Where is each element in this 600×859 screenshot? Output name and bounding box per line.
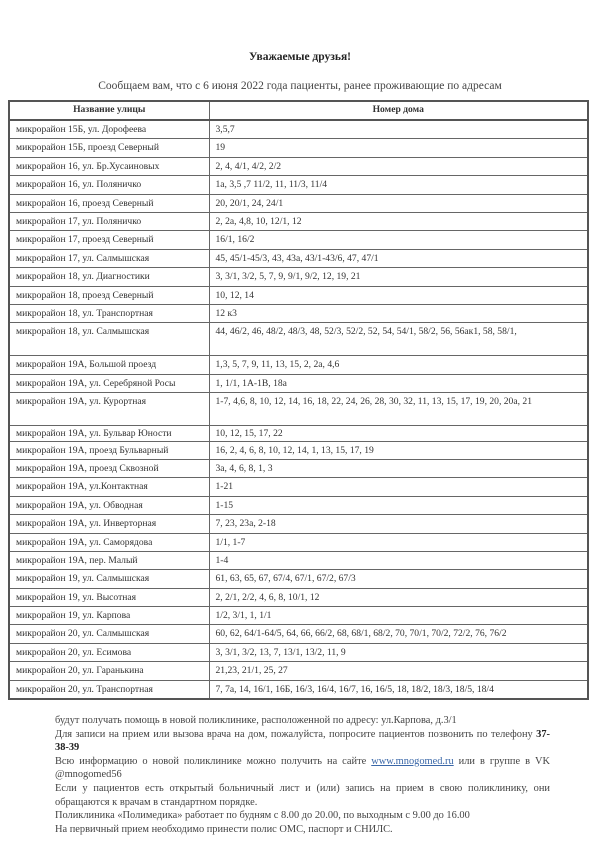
house-cell: 1-21 [209,478,588,496]
street-cell: микрорайон 20, ул. Есимова [9,643,209,661]
table-row [9,625,588,643]
house-cell: 19 [209,139,588,157]
street-cell: микрорайон 17, ул. Салмышская [9,249,209,267]
note-address: будут получать помощь в новой поликлинике, расположенной по адресу: ул.Карпова, д.3/1 [55,715,457,727]
street-cell: микрорайон 20, ул. Салмышская [9,625,209,643]
house-cell: 7, 23, 23а, 2-18 [209,515,588,533]
note-website [55,755,550,782]
note-website-text: Всю информацию о новой поликлинике можно получить на сайте [55,755,372,767]
note-phone [55,728,550,755]
street-cell: микрорайон 19А, ул. Обводная [9,496,209,514]
street-cell: микрорайон 18, ул. Салмышская [9,323,209,356]
notes-block [55,714,550,836]
table-row [9,249,588,267]
table-row [9,459,588,477]
house-cell: 3а, 4, 6, 8, 1, 3 [209,459,588,477]
table-row [9,588,588,606]
table-row [9,120,588,139]
table-row [9,426,588,442]
street-cell: микрорайон 18, ул. Транспортная [9,304,209,322]
note-hours: Поликлиника «Полимедика» работает по будням с 8.00 до 20.00, по выходным с 9.00 до 16.00 [55,810,470,822]
house-cell: 1/2, 3/1, 1, 1/1 [209,607,588,625]
street-cell: микрорайон 18, проезд Северный [9,286,209,304]
house-cell: 10, 12, 15, 17, 22 [209,426,588,442]
house-cell: 1-15 [209,496,588,514]
street-cell: микрорайон 20, ул. Транспортная [9,680,209,699]
table-row [9,662,588,680]
table-row [9,393,588,426]
table-row [9,194,588,212]
house-cell: 60, 62, 64/1-64/5, 64, 66, 66/2, 68, 68/1, 68/2, 70, 70/1, 70/2, 72/2, 76, 76/2 [209,625,588,643]
header-house: Номер дома [209,101,588,120]
phone-number: 37-38-39 [55,728,550,754]
table-row [9,139,588,157]
street-cell: микрорайон 19А, проезд Сквозной [9,459,209,477]
table-row [9,533,588,551]
table-row [9,231,588,249]
street-cell: микрорайон 17, ул. Поляничко [9,212,209,230]
street-cell: микрорайон 19А, ул. Серебряной Росы [9,374,209,392]
street-cell: микрорайон 19А, пер. Малый [9,551,209,569]
table-row [9,268,588,286]
table-row [9,212,588,230]
house-cell: 3,5,7 [209,120,588,139]
house-cell: 1-7, 4,6, 8, 10, 12, 14, 16, 18, 22, 24, 26, 28, 30, 32, 11, 13, 15, 17, 19, 20, 20а, 21 [209,393,588,426]
note-phone-text: Для записи на прием или вызова врача на дом, пожалуйста, попросите пациентов позвонить по телефону [55,728,537,740]
house-cell: 21,23, 21/1, 25, 27 [209,662,588,680]
street-cell: микрорайон 15Б, ул. Дорофеева [9,120,209,139]
house-cell: 12 к3 [209,304,588,322]
header-street: Название улицы [9,101,209,120]
table-row [9,607,588,625]
street-cell: микрорайон 19А, ул. Инверторная [9,515,209,533]
house-cell: 2, 4, 4/1, 4/2, 2/2 [209,157,588,175]
house-cell: 7, 7а, 14, 16/1, 16Б, 16/3, 16/4, 16/7, 16, 16/5, 18, 18/2, 18/3, 18/5, 18/4 [209,680,588,699]
note-documents: На первичный прием необходимо принести полис ОМС, паспорт и СНИЛС. [55,823,393,835]
house-cell: 1, 1/1, 1А-1В, 18а [209,374,588,392]
street-cell: микрорайон 19А, ул. Саморядова [9,533,209,551]
table-row [9,356,588,374]
house-cell: 1-4 [209,551,588,569]
table-row [9,286,588,304]
street-cell: микрорайон 19, ул. Высотная [9,588,209,606]
street-cell: микрорайон 19А, ул. Бульвар Юности [9,426,209,442]
table-row [9,515,588,533]
house-cell: 1а, 3,5 ,7 11/2, 11, 11/3, 11/4 [209,176,588,194]
intro-text: Сообщаем вам, что с 6 июня 2022 года пациенты, ранее проживающие по адресам [98,80,502,92]
house-cell: 2, 2/1, 2/2, 4, 6, 8, 10/1, 12 [209,588,588,606]
table-row [9,551,588,569]
table-row [9,478,588,496]
house-cell: 61, 63, 65, 67, 67/4, 67/1, 67/2, 67/3 [209,570,588,588]
house-cell: 10, 12, 14 [209,286,588,304]
table-row [9,176,588,194]
table-row [9,643,588,661]
table-row [9,157,588,175]
house-cell: 20, 20/1, 24, 24/1 [209,194,588,212]
address-table [8,100,589,700]
house-cell: 1,3, 5, 7, 9, 11, 13, 15, 2, 2а, 4,6 [209,356,588,374]
street-cell: микрорайон 19А, Большой проезд [9,356,209,374]
table-row [9,323,588,356]
house-cell: 16/1, 16/2 [209,231,588,249]
street-cell: микрорайон 19, ул. Карпова [9,607,209,625]
street-cell: микрорайон 18, ул. Диагностики [9,268,209,286]
note-sick-leave: Если у пациентов есть открытый больничный лист и (или) запись на прием в свою поликлинику, они обращаются к врачам в стандартном порядке. [55,783,550,808]
street-cell: микрорайон 16, ул. Бр.Хусаиновых [9,157,209,175]
table-row [9,680,588,699]
table-row [9,570,588,588]
house-cell: 16, 2, 4, 6, 8, 10, 12, 14, 1, 13, 15, 17, 19 [209,441,588,459]
street-cell: микрорайон 19А, проезд Бульварный [9,441,209,459]
street-cell: микрорайон 16, ул. Поляничко [9,176,209,194]
table-row [9,496,588,514]
street-cell: микрорайон 17, проезд Северный [9,231,209,249]
table-body [9,120,588,699]
street-cell: микрорайон 20, ул. Гаранькина [9,662,209,680]
table-row [9,304,588,322]
table-row [9,374,588,392]
note-vk-text: или в группе в VK @mnogomed56 [55,755,550,781]
street-cell: микрорайон 19А, ул. Курортная [9,393,209,426]
house-cell: 3, 3/1, 3/2, 5, 7, 9, 9/1, 9/2, 12, 19, 21 [209,268,588,286]
house-cell: 3, 3/1, 3/2, 13, 7, 13/1, 13/2, 11, 9 [209,643,588,661]
page-title: Уважаемые друзья! [248,51,351,63]
website-link[interactable]: www.mnogomed.ru [371,755,454,767]
street-cell: микрорайон 16, проезд Северный [9,194,209,212]
street-cell: микрорайон 15Б, проезд Северный [9,139,209,157]
street-cell: микрорайон 19, ул. Салмышская [9,570,209,588]
house-cell: 44, 46/2, 46, 48/2, 48/3, 48, 52/3, 52/2, 52, 54, 54/1, 58/2, 56, 56ак1, 58, 58/1, [209,323,588,356]
house-cell: 1/1, 1-7 [209,533,588,551]
table-row [9,441,588,459]
house-cell: 45, 45/1-45/3, 43, 43а, 43/1-43/6, 47, 47/1 [209,249,588,267]
street-cell: микрорайон 19А, ул.Контактная [9,478,209,496]
house-cell: 2, 2а, 4,8, 10, 12/1, 12 [209,212,588,230]
table-header-row [9,101,588,120]
